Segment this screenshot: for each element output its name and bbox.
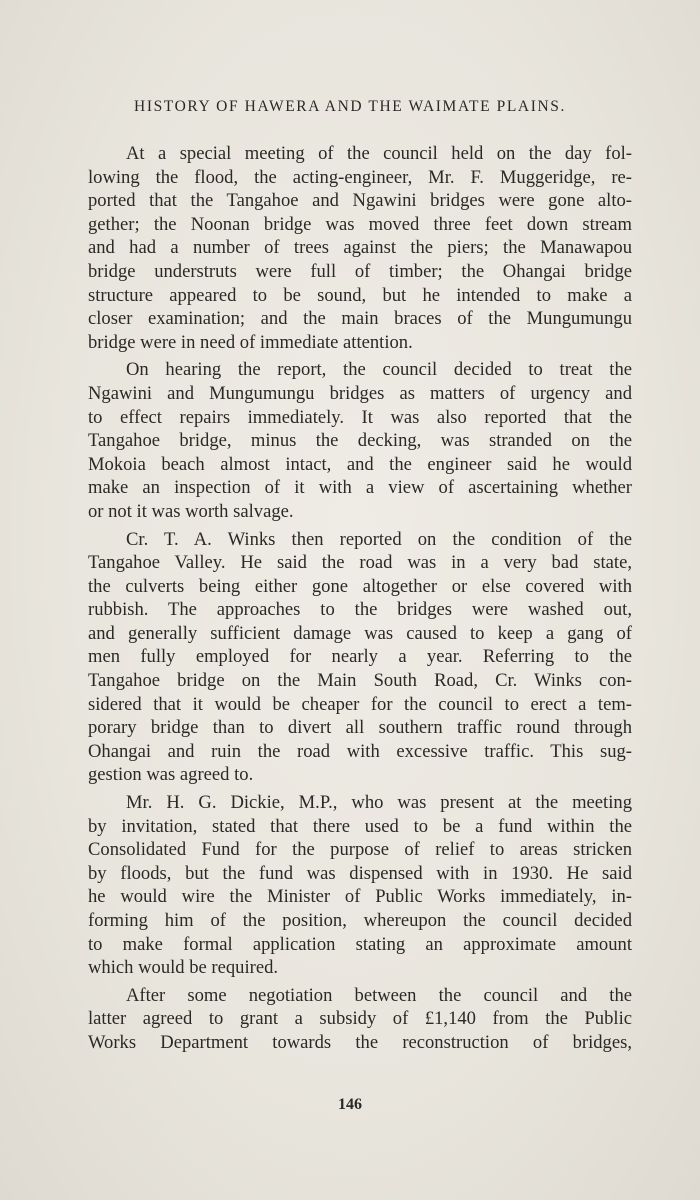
running-head: HISTORY OF HAWERA AND THE WAIMATE PLAINS.	[134, 98, 566, 115]
paragraph	[88, 142, 632, 354]
text-line: bridge were in need of immediate attention.	[88, 331, 413, 353]
text-line: by invitation, stated that there used to be a fund within the	[88, 815, 632, 837]
text-line: gether; the Noonan bridge was moved three feet down stream	[88, 213, 632, 235]
body-text	[88, 142, 632, 1059]
text-line: Consolidated Fund for the purpose of relief to areas stricken	[88, 839, 632, 861]
text-line: Tangahoe bridge on the Main South Road, Cr. Winks con-	[88, 670, 632, 692]
text-line: rubbish. The approaches to the bridges were washed out,	[88, 599, 632, 621]
text-line: ported that the Tangahoe and Ngawini bridges were gone alto-	[88, 190, 632, 212]
text-line: Ngawini and Mungumungu bridges as matters of urgency and	[88, 382, 632, 404]
text-line: to make formal application stating an approximate amount	[88, 933, 632, 955]
paragraph	[88, 528, 632, 788]
text-line: bridge understruts were full of timber; the Ohangai bridge	[88, 260, 632, 282]
text-line: he would wire the Minister of Public Works immediately, in-	[88, 886, 632, 908]
text-line: latter agreed to grant a subsidy of £1,140 from the Public	[88, 1008, 632, 1030]
text-line: by floods, but the fund was dispensed with in 1930. He said	[88, 862, 632, 884]
text-line: and generally sufficient damage was caused to keep a gang of	[88, 622, 632, 644]
text-line: Mokoia beach almost intact, and the engineer said he would	[88, 453, 632, 475]
paragraph	[88, 984, 632, 1055]
text-line: forming him of the position, whereupon the council decided	[88, 910, 632, 931]
text-line: porary bridge than to divert all southern traffic round through	[88, 717, 632, 739]
page-number: 146	[338, 1096, 362, 1113]
text-line: or not it was worth salvage.	[88, 500, 294, 522]
text-line: gestion was agreed to.	[88, 764, 254, 786]
text-line: Works Department towards the reconstruction of bridges,	[88, 1031, 632, 1053]
paragraph	[88, 358, 632, 523]
text-line: and had a number of trees against the piers; the Manawapou	[88, 237, 632, 259]
text-line: Mr. H. G. Dickie, M.P., who was present at the meeting	[126, 792, 632, 814]
paragraph	[88, 791, 632, 980]
text-line: closer examination; and the main braces of the Mungumungu	[88, 308, 632, 330]
text-line: Cr. T. A. Winks then reported on the condition of the	[126, 528, 632, 550]
text-line: After some negotiation between the council and the	[126, 984, 632, 1006]
text-line: Ohangai and ruin the road with excessive traffic. This sug-	[88, 740, 632, 762]
text-line: Tangahoe bridge, minus the decking, was stranded on the	[88, 430, 632, 452]
text-line: lowing the flood, the acting-engineer, Mr. F. Muggeridge, re-	[88, 166, 632, 188]
text-line: Tangahoe Valley. He said the road was in a very bad state,	[88, 552, 632, 574]
text-line: the culverts being either gone altogether or else covered with	[88, 575, 632, 597]
text-line: On hearing the report, the council decided to treat the	[126, 359, 632, 381]
text-line: structure appeared to be sound, but he intended to make a	[88, 284, 632, 306]
text-line: At a special meeting of the council held on the day fol-	[126, 143, 632, 164]
text-line: to effect repairs immediately. It was also reported that the	[88, 406, 632, 428]
text-line: make an inspection of it with a view of ascertaining whether	[88, 477, 632, 499]
text-line: which would be required.	[88, 957, 279, 979]
text-line: men fully employed for nearly a year. Referring to the	[88, 646, 632, 668]
text-line: sidered that it would be cheaper for the council to erect a tem-	[88, 693, 632, 715]
